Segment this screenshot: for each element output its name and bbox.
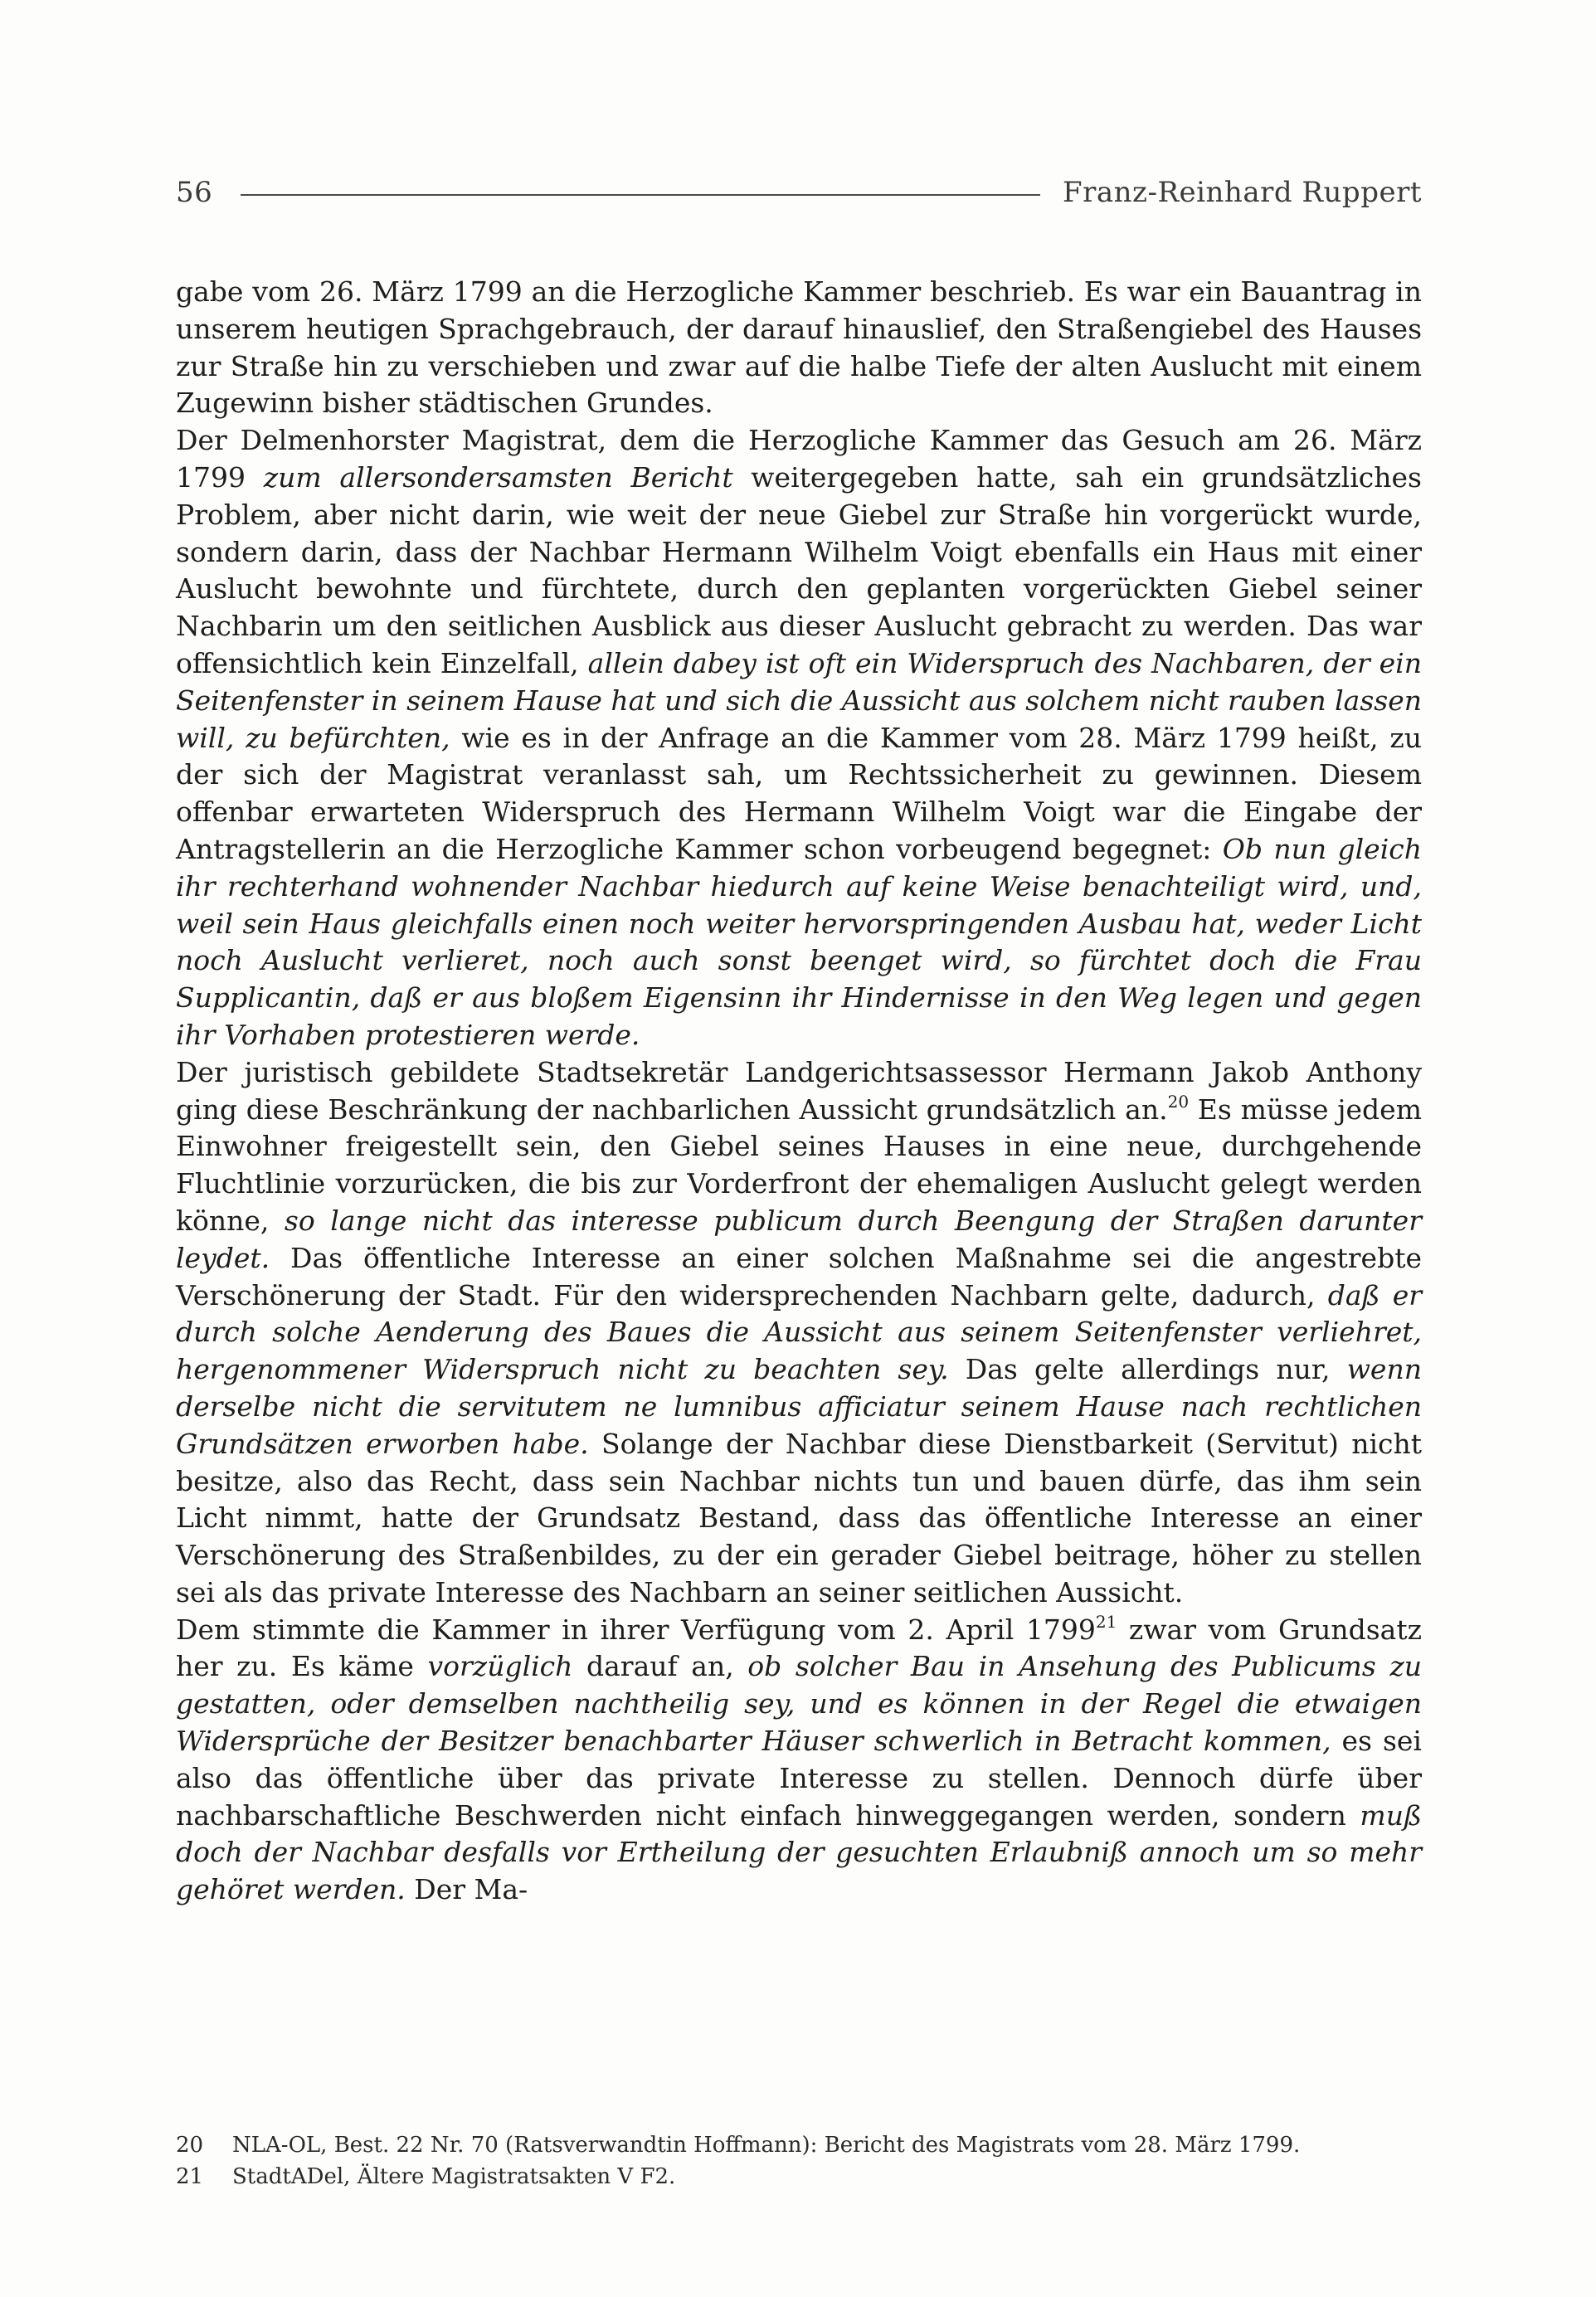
italic-quotation: zum allersondersamsten Bericht bbox=[263, 460, 733, 494]
text-run: Der Ma- bbox=[405, 1873, 528, 1906]
text-run: es sei also das öffentliche über das private Interesse zu stellen. Dennoch dürfe über nachbarschaftliche Beschwerden nicht einfach hinweggegangen werden, sondern bbox=[176, 1725, 1422, 1832]
footnote bbox=[176, 2129, 1422, 2161]
body-text bbox=[176, 274, 1422, 1909]
italic-quotation: wenn derselbe nicht die servitutem ne lumnibus afficiatur seinem Hause nach rechtlichen Grundsätzen erworben habe. bbox=[176, 1353, 1422, 1460]
running-head-author: Franz-Reinhard Ruppert bbox=[1063, 176, 1422, 209]
italic-quotation: Ob nun gleich ihr rechterhand wohnender Nachbar hiedurch auf keine Weise benachteiligt wird, und, weil sein Haus gleichfalls einen noch weiter hervorspringenden Ausbau hat, weder Licht noch Auslucht verlieret, noch auch sonst beenget wird, so fürchtet doch die Frau Supplicantin, daß er aus bloßem Eigensinn ihr Hindernisse in den Weg legen und gegen ihr Vorhaben protestieren werde. bbox=[176, 832, 1422, 1051]
footnotes bbox=[176, 2129, 1422, 2192]
text-run: Der juristisch gebildete Stadtsekretär Landgerichtsassessor Hermann Jakob Anthony ging diese Beschränkung der nachbarlichen Aussicht grundsätzlich an. bbox=[176, 1055, 1422, 1126]
paragraph bbox=[176, 274, 1422, 422]
paragraph bbox=[176, 1054, 1422, 1612]
footnote bbox=[176, 2161, 1422, 2192]
text-run: Dem stimmte die Kammer in ihrer Verfügung vom 2. April 1799 bbox=[176, 1613, 1096, 1646]
text-run: Das gelte allerdings nur, bbox=[948, 1353, 1347, 1386]
page-number: 56 bbox=[176, 176, 213, 209]
footnote-number: 21 bbox=[176, 2164, 204, 2189]
text-run: darauf an, bbox=[572, 1650, 748, 1683]
text-run: zwar vom Grundsatz her zu. Es käme bbox=[176, 1613, 1422, 1683]
italic-quotation: vorzüglich bbox=[427, 1650, 573, 1683]
running-header bbox=[176, 173, 1422, 212]
footnote-number: 20 bbox=[176, 2133, 204, 2158]
paragraph bbox=[176, 1612, 1422, 1909]
italic-quotation: allein dabey ist oft ein Widerspruch des Nachbaren, der ein Seitenfenster in seinem Hause hat und sich die Aussicht aus solchem nicht rauben lassen will, zu befürchten, bbox=[176, 646, 1422, 754]
italic-quotation: so lange nicht das interesse publicum durch Beengung der Straßen darunter leydet. bbox=[176, 1204, 1422, 1274]
text-run: Es müsse jedem Einwohner freigestellt sein, den Giebel seines Hauses in eine neue, durchgehende Fluchtlinie vorzurücken, die bis zur Vorderfront der ehemaligen Auslucht gelegt werden könne, bbox=[176, 1093, 1422, 1237]
text-run: Das öffentliche Interesse an einer solchen Maßnahme sei die angestrebte Verschönerung der Stadt. Für den widersprechenden Nachbarn gelte, dadurch, bbox=[176, 1241, 1422, 1312]
text-run: Solange der Nachbar diese Dienstbarkeit (Servitut) nicht besitze, also das Recht, dass sein Nachbar nichts tun und bauen dürfe, das ihm sein Licht nimmt, hatte der Grundsatz Bestand, dass das öffentliche Interesse an einer Verschönerung des Straßenbildes, zu der ein gerader Giebel beitrage, höher zu stellen sei als das private Interesse des Nachbarn an seiner seitlichen Aussicht. bbox=[176, 1427, 1422, 1608]
footnote-reference: 20 bbox=[1167, 1091, 1190, 1112]
footnote-reference: 21 bbox=[1095, 1611, 1117, 1632]
italic-quotation: ob solcher Bau in Ansehung des Publicums zu gestatten, oder demselben nachtheilig sey, und es können in der Regel die etwaigen Widersprüche der Besitzer benachbarter Häuser schwerlich in Betracht kommen, bbox=[176, 1650, 1422, 1758]
italic-quotation: muß doch der Nachbar desfalls vor Ertheilung der gesuchten Erlaubniß annoch um so mehr gehöret werden. bbox=[176, 1798, 1422, 1906]
footnote-text: StadtADel, Ältere Magistratsakten V F2. bbox=[232, 2164, 676, 2189]
italic-quotation: daß er durch solche Aenderung des Baues die Aussicht aus seinem Seitenfenster verliehret, hergenommener Widerspruch nicht zu beachten sey. bbox=[176, 1278, 1423, 1386]
text-run: weitergegeben hatte, sah ein grundsätzliches Problem, aber nicht darin, wie weit der neue Giebel zur Straße hin vorgerückt wurde, sondern darin, dass der Nachbar Hermann Wilhelm Voigt ebenfalls ein Haus mit einer Auslucht bewohnte und fürchtete, durch den geplanten vorgerückten Giebel seiner Nachbarin um den seitlichen Ausblick aus dieser Auslucht gebracht zu werden. Das war offensichtlich kein Einzelfall, bbox=[176, 460, 1422, 679]
header-rule bbox=[241, 194, 1040, 196]
text-run: gabe vom 26. März 1799 an die Herzogliche Kammer beschrieb. Es war ein Bauantrag in unserem heutigen Sprachgebrauch, der darauf hinauslief, den Straßengiebel des Hauses zur Straße hin zu verschieben und zwar auf die halbe Tiefe der alten Auslucht mit einem Zugewinn bisher städtischen Grundes. bbox=[176, 275, 1422, 420]
text-run: wie es in der Anfrage an die Kammer vom 28. März 1799 heißt, zu der sich der Magistrat veranlasst sah, um Rechtssicherheit zu gewinnen. Diesem offenbar erwarteten Widerspruch des Hermann Wilhelm Voigt war die Eingabe der Antragstellerin an die Herzogliche Kammer schon vorbeugend begegnet: bbox=[176, 721, 1422, 865]
footnote-text: NLA-OL, Best. 22 Nr. 70 (Ratsverwandtin Hoffmann): Bericht des Magistrats vom 28. März 1799. bbox=[232, 2133, 1301, 2158]
text-run: Der Delmenhorster Magistrat, dem die Herzogliche Kammer das Gesuch am 26. März 1799 bbox=[176, 424, 1422, 494]
paragraph bbox=[176, 422, 1422, 1054]
